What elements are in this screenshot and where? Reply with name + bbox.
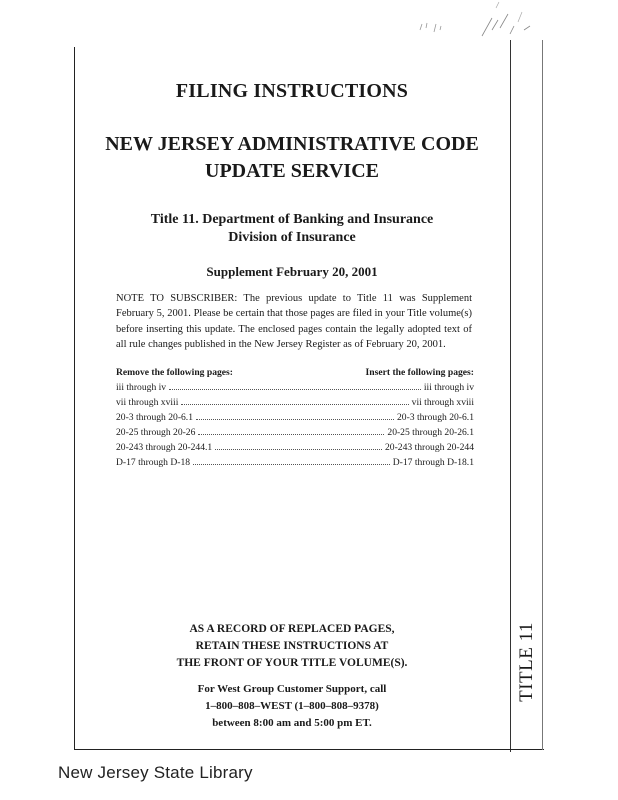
dot-leader — [181, 404, 408, 405]
scan-specks — [400, 0, 560, 46]
insert-pages: D-17 through D-18.1 — [392, 457, 474, 468]
dot-leader — [169, 389, 421, 390]
support-hours: between 8:00 am and 5:00 pm ET. — [212, 717, 372, 729]
dot-leader — [193, 464, 390, 465]
customer-support — [76, 681, 508, 732]
record-notice-line-1: AS A RECORD OF REPLACED PAGES, — [189, 623, 395, 635]
table-row — [116, 382, 474, 397]
code-title — [76, 131, 508, 185]
table-row — [116, 457, 474, 472]
remove-pages: D-17 through D-18 — [116, 457, 191, 468]
code-title-line-2: UPDATE SERVICE — [205, 160, 379, 182]
remove-pages: vii through xviii — [116, 397, 179, 408]
dot-leader — [198, 434, 384, 435]
table-header — [116, 367, 474, 382]
title-section-line-2: Division of Insurance — [228, 230, 356, 245]
code-title-line-1: NEW JERSEY ADMINISTRATIVE CODE — [105, 133, 479, 155]
insert-header: Insert the following pages: — [365, 367, 474, 378]
insert-pages: iii through iv — [423, 382, 474, 393]
title-section-line-1: Title 11. Department of Banking and Insurance — [150, 212, 434, 227]
remove-pages: 20-3 through 20-6.1 — [116, 412, 194, 423]
insert-pages: 20-243 through 20-244 — [385, 442, 474, 453]
title-section — [76, 211, 508, 247]
remove-pages: iii through iv — [116, 382, 167, 393]
record-notice — [76, 621, 508, 672]
insert-pages: 20-3 through 20-6.1 — [396, 412, 474, 423]
remove-pages: 20-25 through 20-26 — [116, 427, 196, 438]
table-row — [116, 442, 474, 457]
subscriber-note: NOTE TO SUBSCRIBER: The previous update to Title 11 was Supplement February 5, 2001. Please be certain that those pages are filed in your Title volume(s) before inserting this update. The enclosed pages contain the legally adopted text of all rule changes published in the New Jersey Register as of February 20, 2001. — [116, 293, 472, 350]
insert-pages: 20-25 through 20-26.1 — [387, 427, 474, 438]
record-notice-line-3: THE FRONT OF YOUR TITLE VOLUME(S). — [176, 657, 408, 669]
table-row — [116, 397, 474, 412]
support-line-1: For West Group Customer Support, call — [197, 683, 387, 695]
table-row — [116, 427, 474, 442]
dot-leader — [215, 449, 382, 450]
table-row — [116, 412, 474, 427]
page-frame-bottom — [74, 749, 544, 750]
dot-leader — [196, 419, 394, 420]
page-frame-left — [74, 47, 75, 750]
page-heading: FILING INSTRUCTIONS — [175, 80, 409, 102]
page-frame-right — [510, 40, 511, 752]
record-notice-line-2: RETAIN THESE INSTRUCTIONS AT — [195, 640, 389, 652]
support-phone: 1–800–808–WEST (1–800–808–9378) — [205, 700, 379, 712]
library-stamp: New Jersey State Library — [58, 763, 253, 782]
remove-pages: 20-243 through 20-244.1 — [116, 442, 213, 453]
supplement-date: Supplement February 20, 2001 — [206, 264, 378, 279]
tab-edge-line — [542, 40, 543, 750]
page-replacement-table — [116, 367, 474, 472]
remove-header: Remove the following pages: — [116, 367, 233, 378]
insert-pages: vii through xviii — [411, 397, 474, 408]
title-tab-label: TITLE 11 — [516, 622, 537, 702]
